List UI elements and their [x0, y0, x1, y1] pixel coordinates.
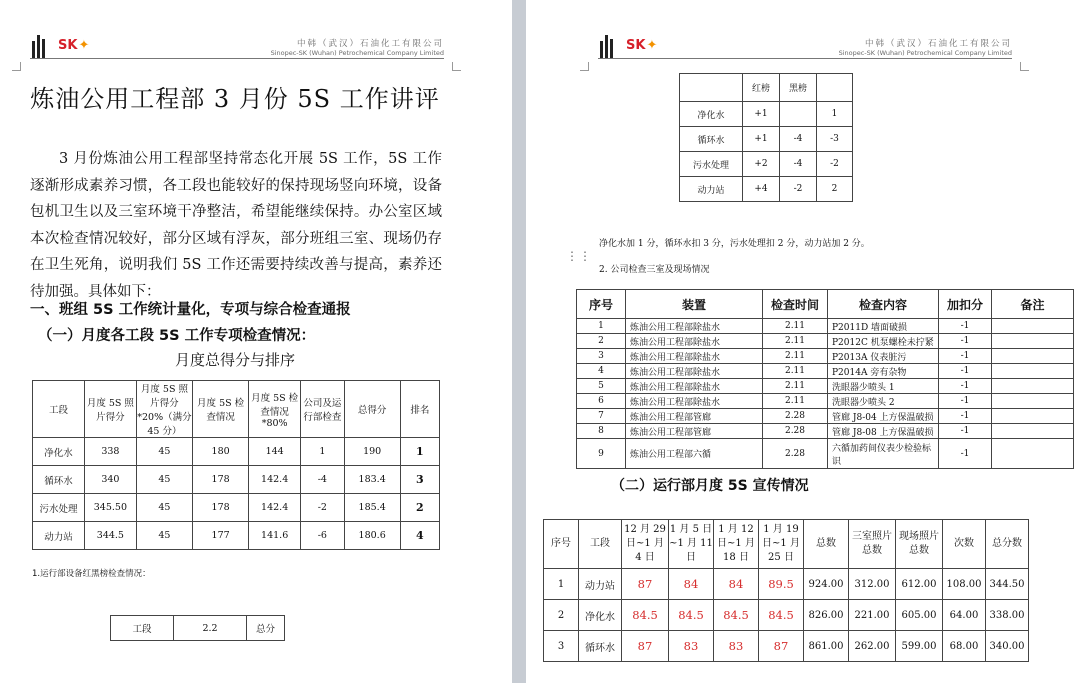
table-cell: 312.00: [849, 569, 896, 600]
table-cell: 2: [577, 334, 626, 349]
table-header-cell: 月度 5S 检查情况 *80%: [249, 381, 301, 438]
table-header-cell: 检查内容: [828, 290, 939, 319]
rank-cell: 4: [400, 522, 439, 550]
table-row: [577, 319, 1074, 334]
table-cell: [992, 439, 1074, 469]
rank-cell: 1: [400, 438, 439, 466]
table-cell: -1: [939, 424, 992, 439]
margin-mark: [12, 62, 21, 71]
table-cell: 3: [577, 349, 626, 364]
table-cell: [992, 319, 1074, 334]
table-cell: -3: [817, 127, 853, 152]
table-cell: 1: [301, 438, 344, 466]
table-row: [544, 569, 1029, 600]
table-cell: 180: [193, 438, 249, 466]
rank-cell: 3: [400, 466, 439, 494]
table-header-row: [577, 290, 1074, 319]
inspection-table: [576, 289, 1074, 469]
weekly-score-cell: 84.5: [759, 600, 804, 631]
company-logo: [598, 28, 657, 62]
table-header-cell: 1 月 5 日~1 月 11 日: [669, 520, 714, 569]
table-header-cell: 1 月 19 日~1 月 25 日: [759, 520, 804, 569]
table-row: [33, 522, 440, 550]
table-row: [577, 439, 1074, 469]
table-header-row: [33, 381, 440, 438]
table-row: [680, 127, 853, 152]
table-cell: 炼油公用工程部六循: [626, 439, 763, 469]
table-cell: -2: [301, 494, 344, 522]
table-cell: -1: [939, 379, 992, 394]
table-cell: 六循加药间仪表少检验标识: [828, 439, 939, 469]
table-cell: -6: [301, 522, 344, 550]
margin-mark: [580, 62, 589, 71]
table-cell: 工段: [111, 616, 174, 641]
weekly-score-cell: 84: [714, 569, 759, 600]
table-cell: -4: [780, 152, 817, 177]
table-cell: 2.11: [763, 334, 828, 349]
weekly-score-cell: 87: [622, 631, 669, 662]
score-table: [32, 380, 440, 550]
table-cell: -1: [939, 409, 992, 424]
table-cell: 3: [544, 631, 579, 662]
table-cell: 2.11: [763, 379, 828, 394]
company-name-cn: 中韩（武汉）石油化工有限公司: [864, 39, 1012, 49]
table-cell: 炼油公用工程部管廊: [626, 409, 763, 424]
table-cell: 599.00: [896, 631, 943, 662]
table-cell: 循环水: [33, 466, 85, 494]
table-cell: 180.6: [344, 522, 400, 550]
company-name-en: Sinopec-SK (Wuhan) Petrochemical Company Limited: [270, 49, 444, 57]
table-cell: 2.28: [763, 409, 828, 424]
table-cell: 1: [577, 319, 626, 334]
table-row: [577, 379, 1074, 394]
table-cell: 924.00: [804, 569, 849, 600]
sinopec-logo-icon: [30, 31, 52, 59]
weekly-score-cell: 87: [759, 631, 804, 662]
table-cell: 4: [577, 364, 626, 379]
table-cell: 炼油公用工程部除盐水: [626, 319, 763, 334]
section-heading-1: 一、班组 5S 工作统计量化，专项与综合检查通报: [30, 302, 351, 318]
table-header-row: [680, 74, 853, 102]
table-cell: 178: [193, 494, 249, 522]
intro-paragraph: 3 月份炼油公用工程部坚持常态化开展 5S 工作，5S 工作逐渐形成素养习惯，各工段也能较好的保持现场竖向环境，设备包机卫生以及三室环境干净整洁，希望能继续保持。办公室区域本次检查情况较好，部分区域有浮灰，部分班组三室、现场仍存在卫生死角，说明我们 5S 工作还需要持续改善与提高，素养还待加强。具体如下：: [30, 151, 442, 300]
table-cell: 183.4: [344, 466, 400, 494]
table-cell: +4: [743, 177, 780, 202]
table-row: [680, 102, 853, 127]
table-cell: 污水处理: [33, 494, 85, 522]
table-cell: 管廊 J8-08 上方保温破损: [828, 424, 939, 439]
weekly-score-cell: 89.5: [759, 569, 804, 600]
table-cell: -4: [301, 466, 344, 494]
table-header-cell: 总分数: [986, 520, 1029, 569]
table-row: [577, 409, 1074, 424]
table-cell: 净化水: [579, 600, 622, 631]
table-cell: 2.2: [174, 616, 247, 641]
document-page-right: [526, 0, 1080, 683]
table-header-cell: 工段: [33, 381, 85, 438]
table-cell: 344.50: [986, 569, 1029, 600]
table-cell: P2011D 墙面破损: [828, 319, 939, 334]
table-cell: 177: [193, 522, 249, 550]
table-cell: 动力站: [680, 177, 743, 202]
table-cell: 管廊 J8-04 上方保温破损: [828, 409, 939, 424]
table-cell: [992, 394, 1074, 409]
table-cell: 144: [249, 438, 301, 466]
table-cell: 45: [136, 466, 192, 494]
table-cell: 861.00: [804, 631, 849, 662]
table-row: [577, 394, 1074, 409]
table-header-cell: 12 月 29 日~1 月 4 日: [622, 520, 669, 569]
table-header-cell: 检查时间: [763, 290, 828, 319]
table-cell: 7: [577, 409, 626, 424]
weekly-score-cell: 84: [669, 569, 714, 600]
margin-mark: [1020, 62, 1029, 71]
table-cell: +1: [743, 102, 780, 127]
page-gutter: [512, 0, 526, 683]
table-header-cell: [817, 74, 853, 102]
table-cell: 2: [544, 600, 579, 631]
table-cell: 338: [84, 438, 136, 466]
table-cell: 2: [817, 177, 853, 202]
table-cell: P2014A 旁有杂物: [828, 364, 939, 379]
table-header-cell: 现场照片总数: [896, 520, 943, 569]
table-cell: 2.28: [763, 439, 828, 469]
table-cell: 炼油公用工程部除盐水: [626, 334, 763, 349]
sk-logo: SK✦: [58, 37, 90, 53]
table-row: [577, 424, 1074, 439]
table-cell: 5: [577, 379, 626, 394]
table-cell: 洗眼器少喷头 1: [828, 379, 939, 394]
table-cell: 345.50: [84, 494, 136, 522]
table-cell: 动力站: [33, 522, 85, 550]
table-cell: 2.11: [763, 349, 828, 364]
table-cell: [992, 364, 1074, 379]
weekly-score-cell: 87: [622, 569, 669, 600]
table-cell: 9: [577, 439, 626, 469]
table-cell: -1: [939, 394, 992, 409]
table-header-cell: 装置: [626, 290, 763, 319]
table-caption: 月度总得分与排序: [174, 351, 295, 369]
table-row: [111, 616, 285, 641]
table-header-cell: 加扣分: [939, 290, 992, 319]
table-header-cell: 总数: [804, 520, 849, 569]
table-header-row: [544, 520, 1029, 569]
document-page-left: [0, 0, 512, 683]
table-header-cell: 序号: [544, 520, 579, 569]
table-cell: 炼油公用工程部除盐水: [626, 379, 763, 394]
table-cell: 循环水: [680, 127, 743, 152]
company-name-en: Sinopec-SK (Wuhan) Petrochemical Company Limited: [838, 49, 1012, 57]
table-cell: 净化水: [33, 438, 85, 466]
table-cell: 1: [817, 102, 853, 127]
weekly-score-cell: 83: [714, 631, 759, 662]
table-cell: 净化水: [680, 102, 743, 127]
table-cell: 炼油公用工程部除盐水: [626, 364, 763, 379]
table-row: [33, 438, 440, 466]
table-cell: -1: [939, 439, 992, 469]
redblack-note: 1.运行部设备红黑榜检查情况：: [32, 569, 151, 579]
table-cell: 142.4: [249, 494, 301, 522]
table-row: [680, 152, 853, 177]
table-cell: 612.00: [896, 569, 943, 600]
table-row: [33, 494, 440, 522]
table-cell: 炼油公用工程部管廊: [626, 424, 763, 439]
table-cell: 8: [577, 424, 626, 439]
table-header-cell: 月度 5S 照片得分 *20%（满分 45 分）: [136, 381, 192, 438]
table-cell: 循环水: [579, 631, 622, 662]
table-cell: 190: [344, 438, 400, 466]
table-header-cell: 月度 5S 检查情况: [193, 381, 249, 438]
header-rule: [30, 58, 444, 59]
table-row: [33, 466, 440, 494]
table-header-cell: 排名: [400, 381, 439, 438]
company-name: [230, 37, 444, 57]
table-header-cell: 红榜: [743, 74, 780, 102]
redblack-summary: 净化水加 1 分，循环水扣 3 分，污水处理扣 2 分，动力站加 2 分。: [599, 239, 870, 249]
table-cell: 45: [136, 494, 192, 522]
drag-handle-icon[interactable]: ⋮⋮: [566, 249, 592, 263]
table-cell: 45: [136, 522, 192, 550]
table-row: [680, 177, 853, 202]
table-row: [577, 334, 1074, 349]
table-cell: 68.00: [943, 631, 986, 662]
table-cell: 340.00: [986, 631, 1029, 662]
table-header-cell: 黑榜: [780, 74, 817, 102]
table-cell: -1: [939, 319, 992, 334]
table-cell: 炼油公用工程部除盐水: [626, 349, 763, 364]
section-heading-promo: （二）运行部月度 5S 宣传情况: [611, 478, 809, 494]
table-cell: 1: [544, 569, 579, 600]
table-cell: -4: [780, 127, 817, 152]
table-header-cell: 备注: [992, 290, 1074, 319]
table-cell: -2: [780, 177, 817, 202]
table-cell: 142.4: [249, 466, 301, 494]
table-cell: [780, 102, 817, 127]
table-cell: 108.00: [943, 569, 986, 600]
table-cell: [992, 379, 1074, 394]
table-cell: 262.00: [849, 631, 896, 662]
company-name-cn: 中韩（武汉）石油化工有限公司: [296, 39, 444, 49]
table-cell: [992, 334, 1074, 349]
table-cell: 178: [193, 466, 249, 494]
table-cell: 2.11: [763, 319, 828, 334]
weekly-score-cell: 84.5: [622, 600, 669, 631]
table-cell: 45: [136, 438, 192, 466]
table-header-cell: 次数: [943, 520, 986, 569]
table-cell: 340: [84, 466, 136, 494]
table-cell: 185.4: [344, 494, 400, 522]
table-cell: 炼油公用工程部除盐水: [626, 394, 763, 409]
table-row: [544, 631, 1029, 662]
table-cell: [992, 424, 1074, 439]
table-cell: 2.11: [763, 364, 828, 379]
page-title: 炼油公用工程部 3 月份 5S 工作讲评: [30, 85, 440, 113]
table-cell: 动力站: [579, 569, 622, 600]
table-cell: 洗眼器少喷头 2: [828, 394, 939, 409]
promo-table: [543, 519, 1029, 662]
table-cell: +1: [743, 127, 780, 152]
table-cell: 338.00: [986, 600, 1029, 631]
table-cell: 221.00: [849, 600, 896, 631]
table-cell: -1: [939, 334, 992, 349]
company-logo: [30, 28, 89, 62]
table-cell: 141.6: [249, 522, 301, 550]
table-header-cell: 1 月 12 日~1 月 18 日: [714, 520, 759, 569]
table-cell: 2.28: [763, 424, 828, 439]
table-cell: -1: [939, 364, 992, 379]
table-cell: 6: [577, 394, 626, 409]
redblack-table: [679, 73, 853, 202]
weekly-score-cell: 84.5: [714, 600, 759, 631]
table-cell: P2012C 机泵螺栓未拧紧: [828, 334, 939, 349]
table-cell: 344.5: [84, 522, 136, 550]
table-cell: P2013A 仪表脏污: [828, 349, 939, 364]
table-row: [577, 364, 1074, 379]
sinopec-logo-icon: [598, 31, 620, 59]
table-cell: 污水处理: [680, 152, 743, 177]
table-row: [544, 600, 1029, 631]
table-cell: 2.11: [763, 394, 828, 409]
table-cell: +2: [743, 152, 780, 177]
table-cell: 605.00: [896, 600, 943, 631]
table-cell: 826.00: [804, 600, 849, 631]
margin-mark: [452, 62, 461, 71]
header-rule: [598, 58, 1012, 59]
table-header-cell: 工段: [579, 520, 622, 569]
table-cell: 总分: [247, 616, 285, 641]
rank-cell: 2: [400, 494, 439, 522]
weekly-score-cell: 84.5: [669, 600, 714, 631]
table-cell: 64.00: [943, 600, 986, 631]
section-heading-2: （一）月度各工段 5S 工作专项检查情况：: [38, 328, 316, 344]
table-header-cell: [680, 74, 743, 102]
section-2-label: 2. 公司检查三室及现场情况: [599, 265, 710, 275]
table-cell: [992, 409, 1074, 424]
table-header-cell: 三室照片总数: [849, 520, 896, 569]
weekly-score-cell: 83: [669, 631, 714, 662]
company-name: [798, 37, 1012, 57]
table-cell: -1: [939, 349, 992, 364]
table-cell: [992, 349, 1074, 364]
table-cell: -2: [817, 152, 853, 177]
table-row: [577, 349, 1074, 364]
table-header-cell: 序号: [577, 290, 626, 319]
table-header-cell: 总得分: [344, 381, 400, 438]
section-summary-table: [110, 615, 285, 641]
table-header-cell: 月度 5S 照片得分: [84, 381, 136, 438]
sk-logo: SK✦: [626, 37, 658, 53]
table-header-cell: 公司及运行部检查: [301, 381, 344, 438]
